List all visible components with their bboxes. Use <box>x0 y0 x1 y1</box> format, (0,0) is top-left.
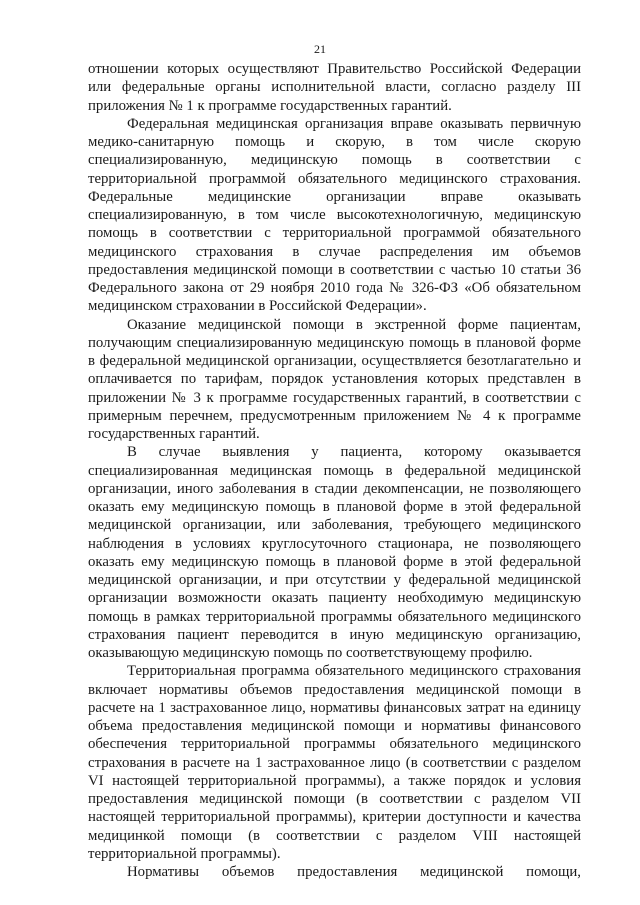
paragraph: Территориальная программа обязательного медицинского страхования включает нормативы объемов предоставления медицинской помощи в расчете на 1 застрахованное лицо, нормативы финансовых затрат на единицу объема предоставления медицинской помощи и нормативы финансового обеспечения территориальной программы обязательного медицинского страхования в расчете на 1 застрахованное лицо (в соответствии с разделом VI настоящей территориальной программы), а также порядок и условия предоставления медицинской помощи (в соответствии с разделом VII настоящей территориальной программы), критерии доступности и качества медицинкой помощи (в соответствии с разделом VIII настоящей территориальной программы). <box>88 663 581 862</box>
paragraph-continuation: отношении которых осуществляют Правительство Российской Федерации или федеральные органы исполнительной власти, согласно разделу III приложения № 1 к программе государственных гарантий. <box>88 61 581 114</box>
paragraph: Федеральная медицинская организация вправе оказывать первичную медико-санитарную помощь и скорую, в том числе скорую специализированную, медицинскую помощь в соответствии с территориальной программой обязательного медицинского страхования. Федеральные медицинские организации вправе оказывать специализированную, в том числе высокотехнологичную, медицинскую помощь в соответствии с территориальной программой обязательного медицинского страхования в случае распределения им объемов предоставления медицинской помощи в соответствии с частью 10 статьи 36 Федерального закона от 29 ноября 2010 года № 326-ФЗ «Об обязательном медицинском страховании в Российской Федерации». <box>88 115 581 315</box>
paragraph: В случае выявления у пациента, которому оказывается специализированная медицинская помощь в федеральной медицинской организации, иного заболевания в стадии декомпенсации, не позволяющего оказать ему медицинскую помощь в плановой форме в этой федеральной медицинской организации, или заболевания, требующего медицинского наблюдения в условиях круглосуточного стационара, не позволяющего оказать ему медицинскую помощь в плановой форме в этой федеральной медицинской организации, и при отсутствии у федеральной медицинской организации возможности оказать пациенту необходимую медицинскую помощь в рамках территориальной программы обязательного медицинского страхования пациент переводится в иную медицинскую организацию, оказывающую медицинскую помощь по соответствующему профилю. <box>88 444 581 661</box>
page-number: 21 <box>314 42 326 56</box>
paragraph-truncated: Нормативы объемов предоставления медицинской помощи, <box>127 864 581 880</box>
paragraph: Оказание медицинской помощи в экстренной форме пациентам, получающим специализированную медицинскую помощь в плановой форме в федеральной медицинской организации, осуществляется безотлагательно и оплачивается по тарифам, порядок установления которых представлен в приложении № 3 к программе государственных гарантий, в соответствии с примерным перечнем, предусмотренным приложением № 4 к программе государственных гарантий. <box>88 316 581 442</box>
document-body <box>88 60 581 881</box>
